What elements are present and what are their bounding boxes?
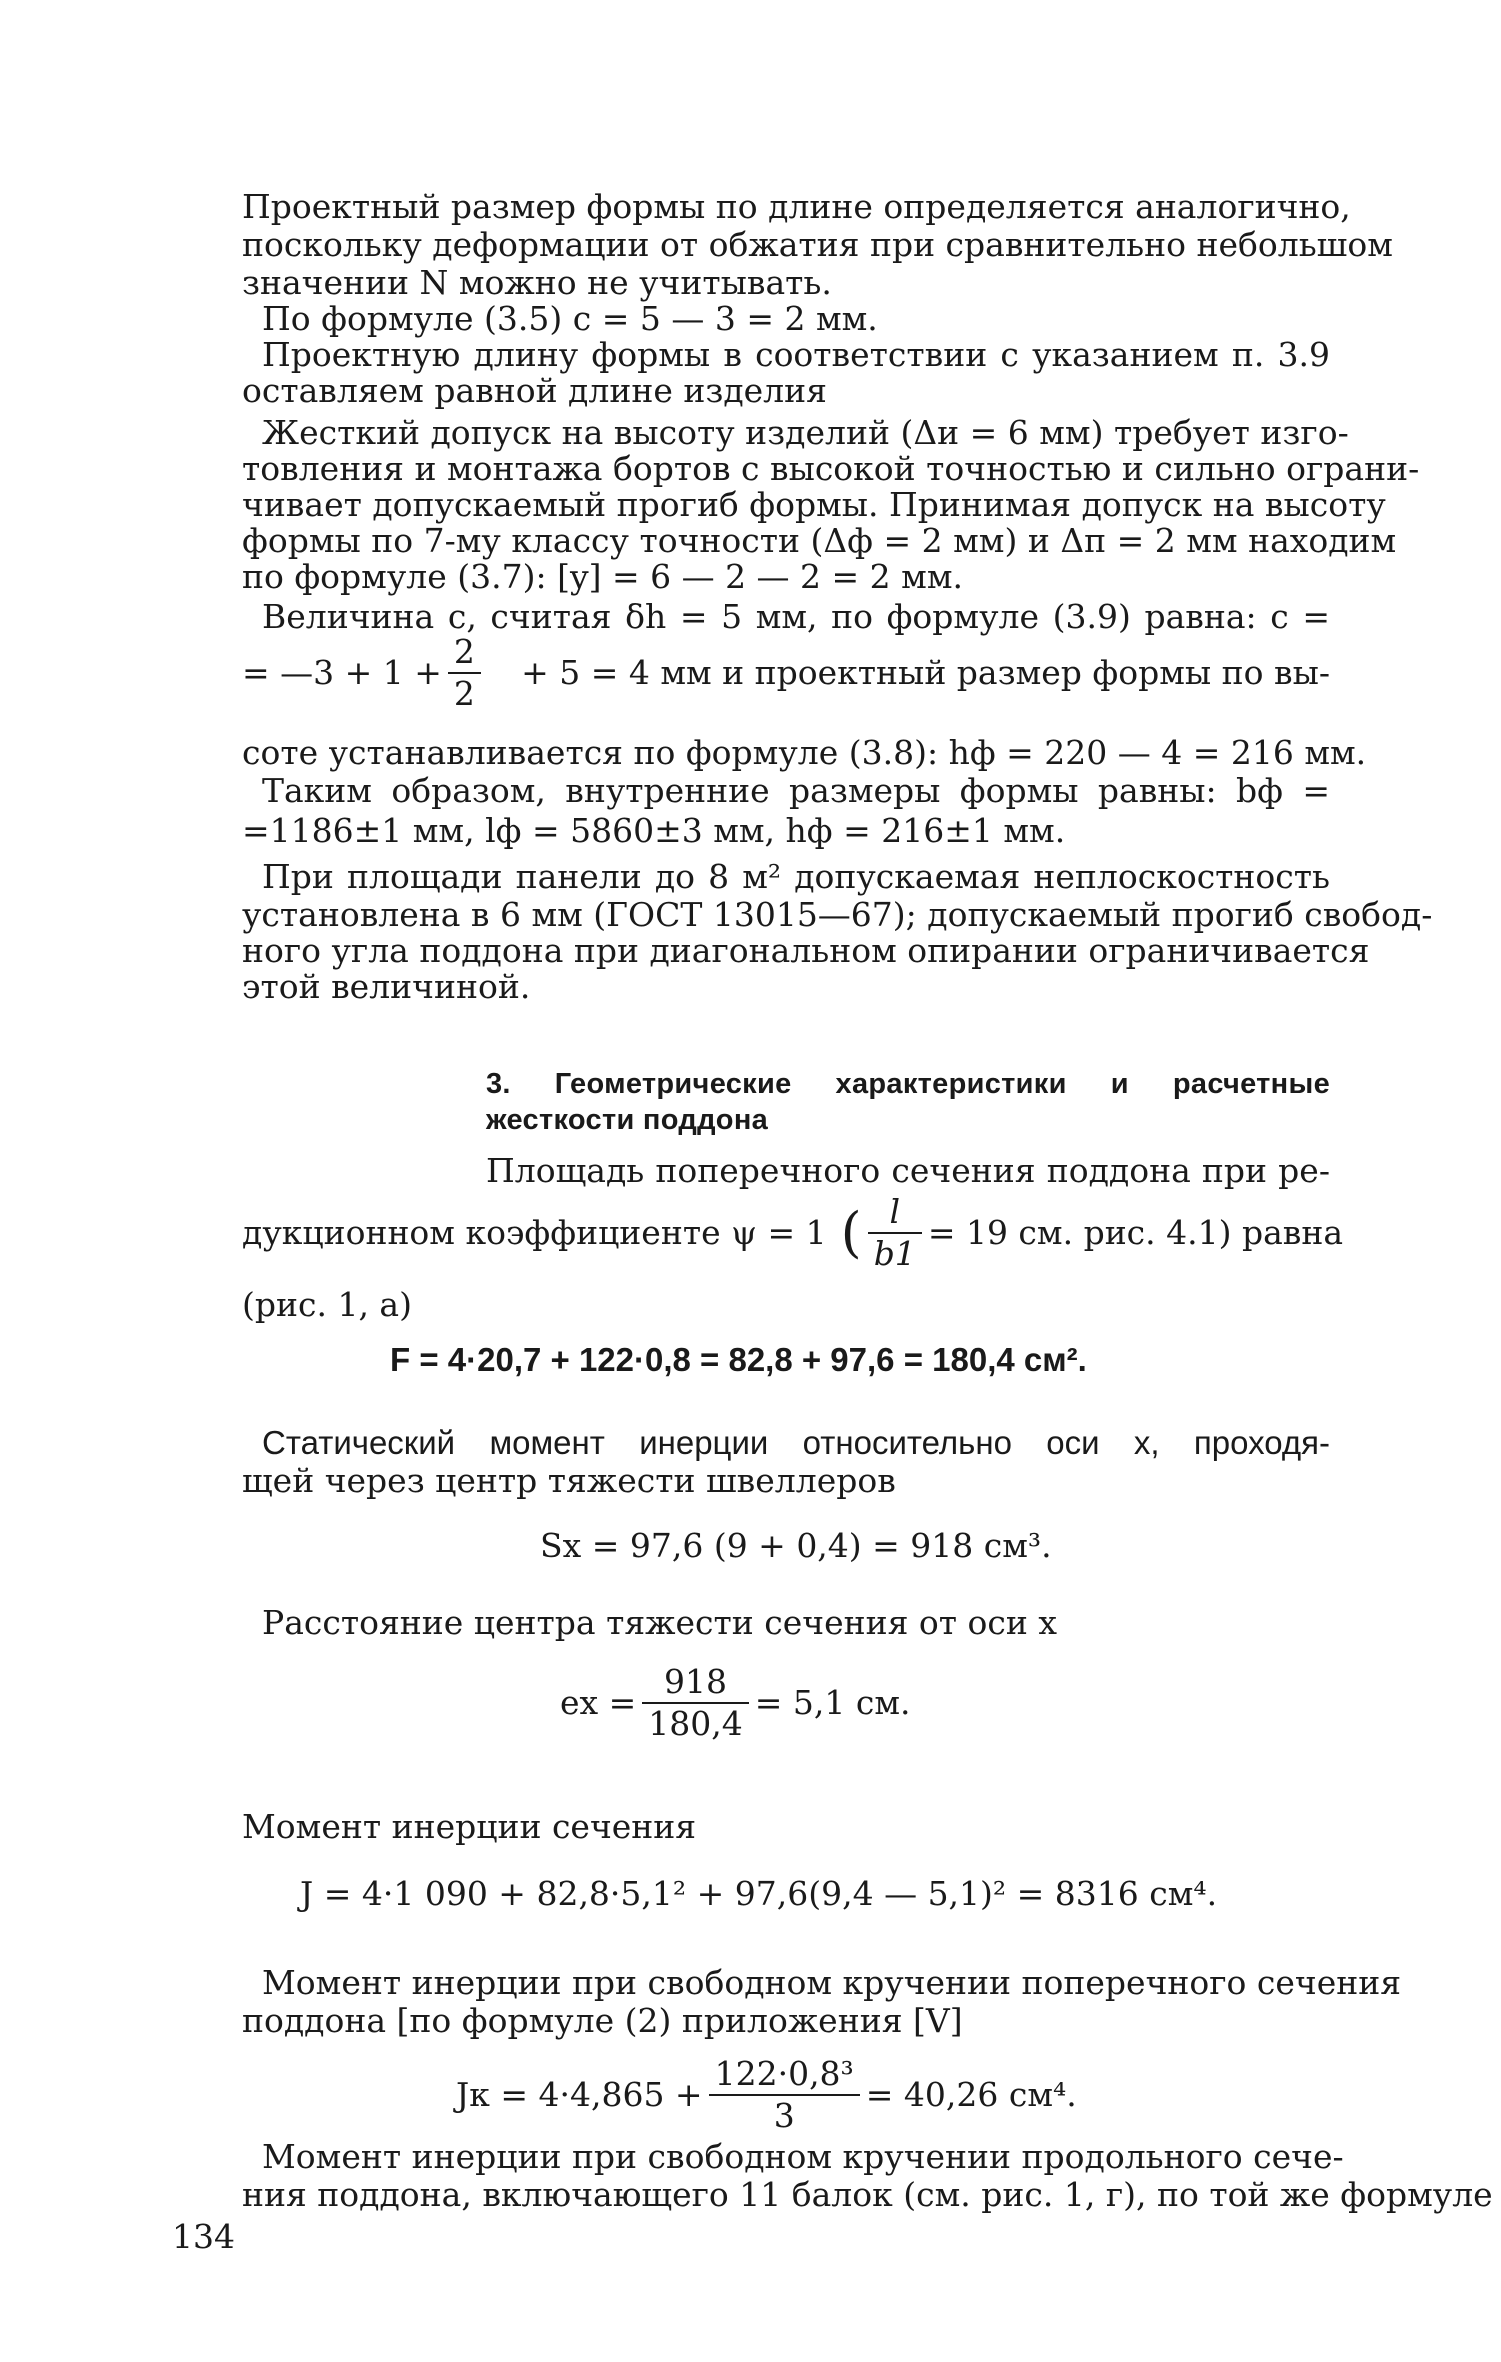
paragraph-line-with-fraction [242,1192,1344,1274]
fraction-denominator: b1 [873,1234,916,1273]
paragraph-line: соте устанавливается по формуле (3.8): hф = 220 — 4 = 216 мм. [242,733,1367,772]
paragraph-line: по формуле (3.7): [y] = 6 — 2 — 2 = 2 мм. [242,557,963,596]
fraction-numerator: 2 [448,632,481,674]
paragraph-line: Момент инерции при свободном кручении продольного сече- [262,2137,1344,2176]
paragraph-line: ного угла поддона при диагональном опирании ограничивается [242,931,1370,970]
fraction-numerator: 918 [642,1662,748,1704]
paragraph-line: Таким образом, внутренние размеры формы равны: bф = [262,771,1330,810]
paragraph-line: поскольку деформации от обжатия при сравнительно небольшом [242,225,1393,264]
torsion-formula [456,2054,1077,2136]
fraction [448,632,481,714]
formula-rhs: = 5,1 см. [754,1683,911,1722]
paragraph-line: При площади панели до 8 м² допускаемая неплоскостность [262,857,1330,896]
paragraph-line: Момент инерции сечения [242,1807,697,1846]
fraction-denominator: 180,4 [648,1704,743,1743]
paragraph-line: ния поддона, включающего 11 балок (см. рис. 1, г), по той же формуле [242,2175,1493,2214]
formula-rhs: = 40,26 см⁴. [865,2075,1077,2114]
left-paren: ( [840,1201,862,1264]
heading-line: жесткости поддона [486,1104,769,1136]
page-number: 134 [172,2217,235,2256]
section-heading [486,1066,1330,1138]
fraction [709,2054,860,2136]
paragraph-line: (рис. 1, а) [242,1285,412,1324]
heading-line: 3. Геометрические характеристики и расчетные [486,1068,1330,1100]
paragraph-line: Площадь поперечного сечения поддона при ре- [486,1151,1330,1190]
text-fragment: = —3 + 1 + [242,653,442,692]
fraction-denominator: 2 [453,674,475,713]
paragraph-line: товления и монтажа бортов с высокой точностью и сильно ограни- [242,449,1420,488]
formula-lhs: ex = [560,1683,637,1722]
area-formula: F = 4·20,7 + 122·0,8 = 82,8 + 97,6 = 180,4 см². [390,1341,1087,1378]
paragraph-line: По формуле (3.5) c = 5 — 3 = 2 мм. [262,299,878,338]
paragraph-line: Проектный размер формы по длине определяется аналогично, [242,187,1351,226]
paragraph-line: Расстояние центра тяжести сечения от оси x [262,1603,1057,1642]
inertia-formula: J = 4·1 090 + 82,8·5,1² + 97,6(9,4 — 5,1)² = 8316 см⁴. [300,1874,1218,1913]
fraction-numerator: 122·0,8³ [709,2054,860,2096]
fraction [642,1662,748,1744]
paragraph-line: =1186±1 мм, lф = 5860±3 мм, hф = 216±1 мм. [242,811,1066,850]
paragraph-line: поддона [по формуле (2) приложения [V] [242,2001,963,2040]
paragraph-line: этой величиной. [242,967,531,1006]
paragraph-line: Величина c, считая δh = 5 мм, по формуле (3.9) равна: c = [262,597,1330,636]
paragraph-line: чивает допускаемый прогиб формы. Принимая допуск на высоту [242,485,1386,524]
paragraph-line: Статический момент инерции относительно оси x, проходя- [262,1424,1330,1461]
paragraph-line: установлена в 6 мм (ГОСТ 13015—67); допускаемый прогиб свобод- [242,895,1433,934]
text-fragment: = 19 см. рис. 4.1) равна [927,1213,1344,1252]
paragraph-line: формы по 7-му классу точности (Δф = 2 мм) и Δп = 2 мм находим [242,521,1397,560]
centroid-formula [560,1662,911,1744]
formula-lhs: Jк = 4·4,865 + [456,2075,703,2114]
paragraph-line-with-fraction [242,632,1330,714]
paragraph-line: оставляем равной длине изделия [242,371,827,410]
paragraph-line: Проектную длину формы в соответствии с указанием п. 3.9 [262,335,1330,374]
paragraph-line: Момент инерции при свободном кручении поперечного сечения [262,1963,1402,2002]
text-fragment: дукционном коэффициенте ψ = 1 [242,1213,827,1252]
static-moment-formula: Sx = 97,6 (9 + 0,4) = 918 см³. [540,1526,1052,1565]
text-fragment: + 5 = 4 мм и проектный размер формы по вы- [521,653,1330,692]
paragraph-line: Жесткий допуск на высоту изделий (Δи = 6 мм) требует изго- [262,413,1349,452]
fraction-numerator: l [868,1192,922,1234]
paragraph-line: щей через центр тяжести швеллеров [242,1461,896,1500]
fraction [868,1192,922,1274]
fraction-denominator: 3 [773,2096,795,2135]
paragraph-line: значении N можно не учитывать. [242,263,832,302]
